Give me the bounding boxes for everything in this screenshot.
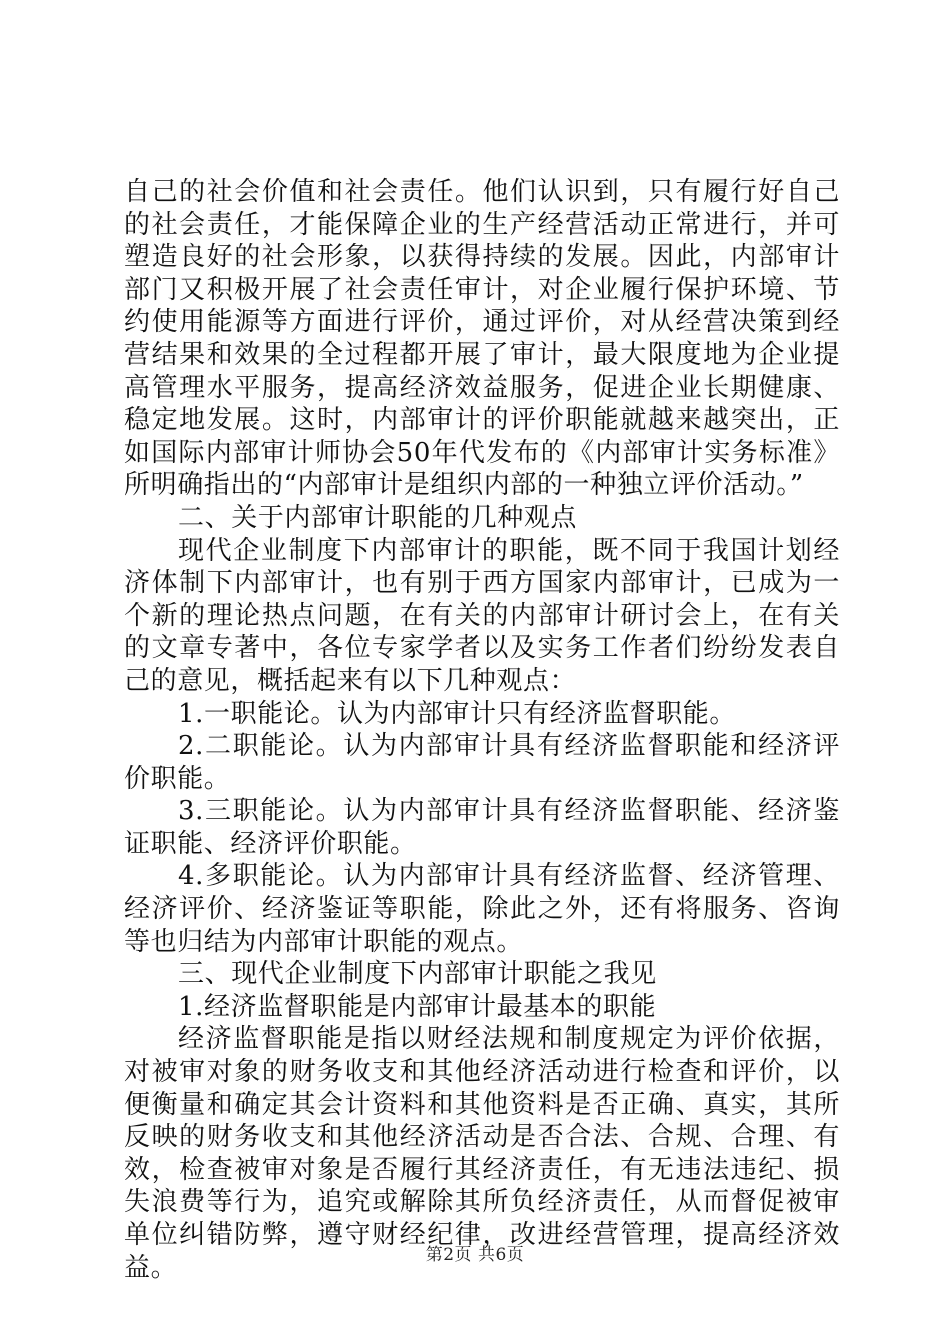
paragraph-intro-viewpoints: 现代企业制度下内部审计的职能，既不同于我国计划经济体制下内部审计，也有别于西方国家内部审计，已成为一个新的理论热点问题，在有关的内部审计研讨会上，在有关的文章专著中，各位专家学者以及实务工作者们纷纷发表自己的意见，概括起来有以下几种观点：	[124, 535, 840, 696]
section-heading-3: 三、现代企业制度下内部审计职能之我见	[178, 959, 657, 990]
list-item-three-functions: 3.三职能论。认为内部审计具有经济监督职能、经济鉴证职能、经济评价职能。	[124, 796, 840, 859]
list-item-multi-functions: 4.多职能论。认为内部审计具有经济监督、经济管理、经济评价、经济鉴证等职能，除此之外，还有将服务、咨询等也归结为内部审计职能的观点。	[124, 861, 840, 957]
list-item-one-function: 1.一职能论。认为内部审计只有经济监督职能。	[178, 698, 737, 729]
page-number-footer: 第2页 共6页	[425, 1245, 525, 1265]
paragraph-economic-supervision: 经济监督职能是指以财经法规和制度规定为评价依据，对被审对象的财务收支和其他经济活动进行检查和评价，以便衡量和确定其会计资料和其他资料是否正确、真实，其所反映的财务收支和其他经济活动是否合法、合规、合理、有效，检查被审对象是否履行其经济责任，有无违法违纪、损失浪费等行为，追究或解除其所负经济责任，从而督促被审单位纠错防弊，遵守财经纪律，改进经营管理，提高经济效益。	[124, 1024, 840, 1283]
paragraph-continuation: 自己的社会价值和社会责任。他们认识到，只有履行好自己的社会责任，才能保障企业的生产经营活动正常进行，并可塑造良好的社会形象，以获得持续的发展。因此，内部审计部门又积极开展了社会责任审计，对企业履行保护环境、节约使用能源等方面进行评价，通过评价，对从经营决策到经营结果和效果的全过程都开展了审计，最大限度地为企业提高管理水平服务，提高经济效益服务，促进企业长期健康、稳定地发展。这时，内部审计的评价职能就越来越突出，正如国际内部审计师协会50年代发布的《内部审计实务标准》所明确指出的“内部审计是组织内部的一种独立评价活动。”	[124, 177, 840, 501]
list-item-two-functions: 2.二职能论。认为内部审计具有经济监督职能和经济评价职能。	[124, 731, 840, 794]
section-heading-2: 二、关于内部审计职能的几种观点	[178, 502, 578, 533]
document-body	[124, 176, 840, 1284]
subsection-heading-1: 1.经济监督职能是内部审计最基本的职能	[178, 991, 657, 1022]
